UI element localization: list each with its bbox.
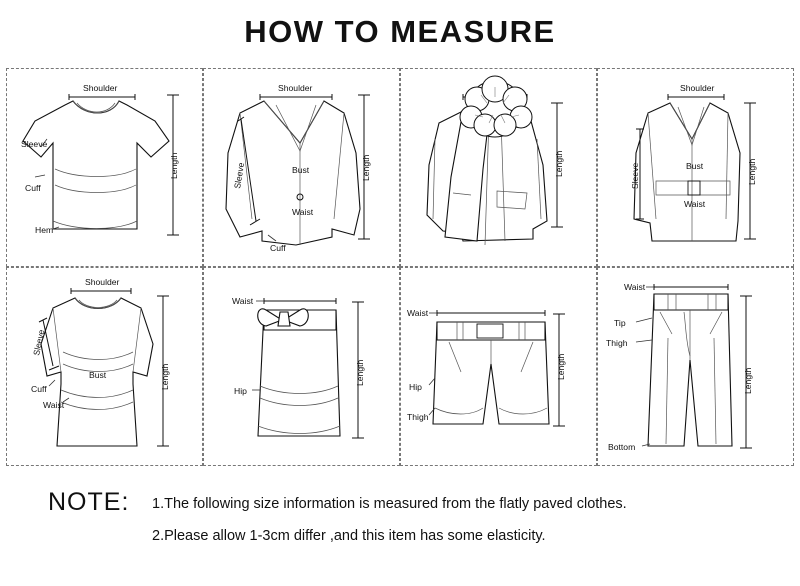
label-length: Length bbox=[556, 353, 566, 380]
note-section bbox=[0, 476, 800, 586]
label-waist: Waist bbox=[624, 282, 646, 292]
label-bust: Bust bbox=[686, 161, 704, 171]
note-label: NOTE: bbox=[48, 488, 130, 516]
measurement-grid bbox=[6, 68, 794, 466]
label-sleeve: Sleeve bbox=[21, 139, 48, 149]
label-bottom: Bottom bbox=[608, 442, 636, 452]
label-length: Length bbox=[554, 150, 564, 177]
label-length: Length bbox=[747, 158, 757, 185]
label-waist: Waist bbox=[684, 199, 706, 209]
label-length: Length bbox=[169, 152, 179, 179]
cell-pants bbox=[597, 267, 794, 466]
label-shoulder: Shoulder bbox=[83, 83, 118, 93]
label-shoulder: Shoulder bbox=[278, 83, 313, 93]
cell-dress bbox=[6, 267, 203, 466]
label-length: Length bbox=[743, 367, 753, 394]
cell-tshirt bbox=[6, 68, 203, 267]
cell-shorts bbox=[400, 267, 597, 466]
cell-trench-coat bbox=[597, 68, 794, 267]
cell-blazer bbox=[203, 68, 400, 267]
cell-skirt bbox=[203, 267, 400, 466]
label-length: Length bbox=[361, 154, 371, 181]
label-sleeve: Sleeve bbox=[232, 161, 247, 190]
label-length: Length bbox=[355, 359, 365, 386]
label-sleeve: Sleeve bbox=[630, 162, 640, 189]
label-thigh: Thigh bbox=[407, 412, 429, 422]
label-waist: Waist bbox=[43, 400, 65, 410]
label-hem: Hem bbox=[35, 225, 54, 235]
label-shoulder: Shoulder bbox=[85, 277, 120, 287]
note-line-1: 1.The following size information is measured from the flatly paved clothes. bbox=[152, 496, 627, 512]
label-bust: Bust bbox=[292, 165, 310, 175]
label-bust: Bust bbox=[89, 370, 107, 380]
cell-fur-coat bbox=[400, 68, 597, 267]
label-tip: Tip bbox=[614, 318, 626, 328]
label-cuff: Cuff bbox=[25, 183, 41, 193]
label-sleeve: Sleeve bbox=[31, 328, 47, 357]
label-hip: Hip bbox=[409, 382, 422, 392]
label-shoulder: Shoulder bbox=[680, 83, 715, 93]
label-waist: Waist bbox=[407, 308, 429, 318]
label-length: Length bbox=[160, 363, 170, 390]
label-cuff: Cuff bbox=[31, 384, 47, 394]
label-waist: Waist bbox=[232, 296, 254, 306]
label-hip: Hip bbox=[234, 386, 247, 396]
note-line-2: 2.Please allow 1-3cm differ ,and this item has some elasticity. bbox=[152, 528, 546, 544]
label-waist: Waist bbox=[292, 207, 314, 217]
label-thigh: Thigh bbox=[606, 338, 628, 348]
page-title: HOW TO MEASURE bbox=[244, 14, 556, 49]
label-cuff: Cuff bbox=[270, 243, 286, 253]
